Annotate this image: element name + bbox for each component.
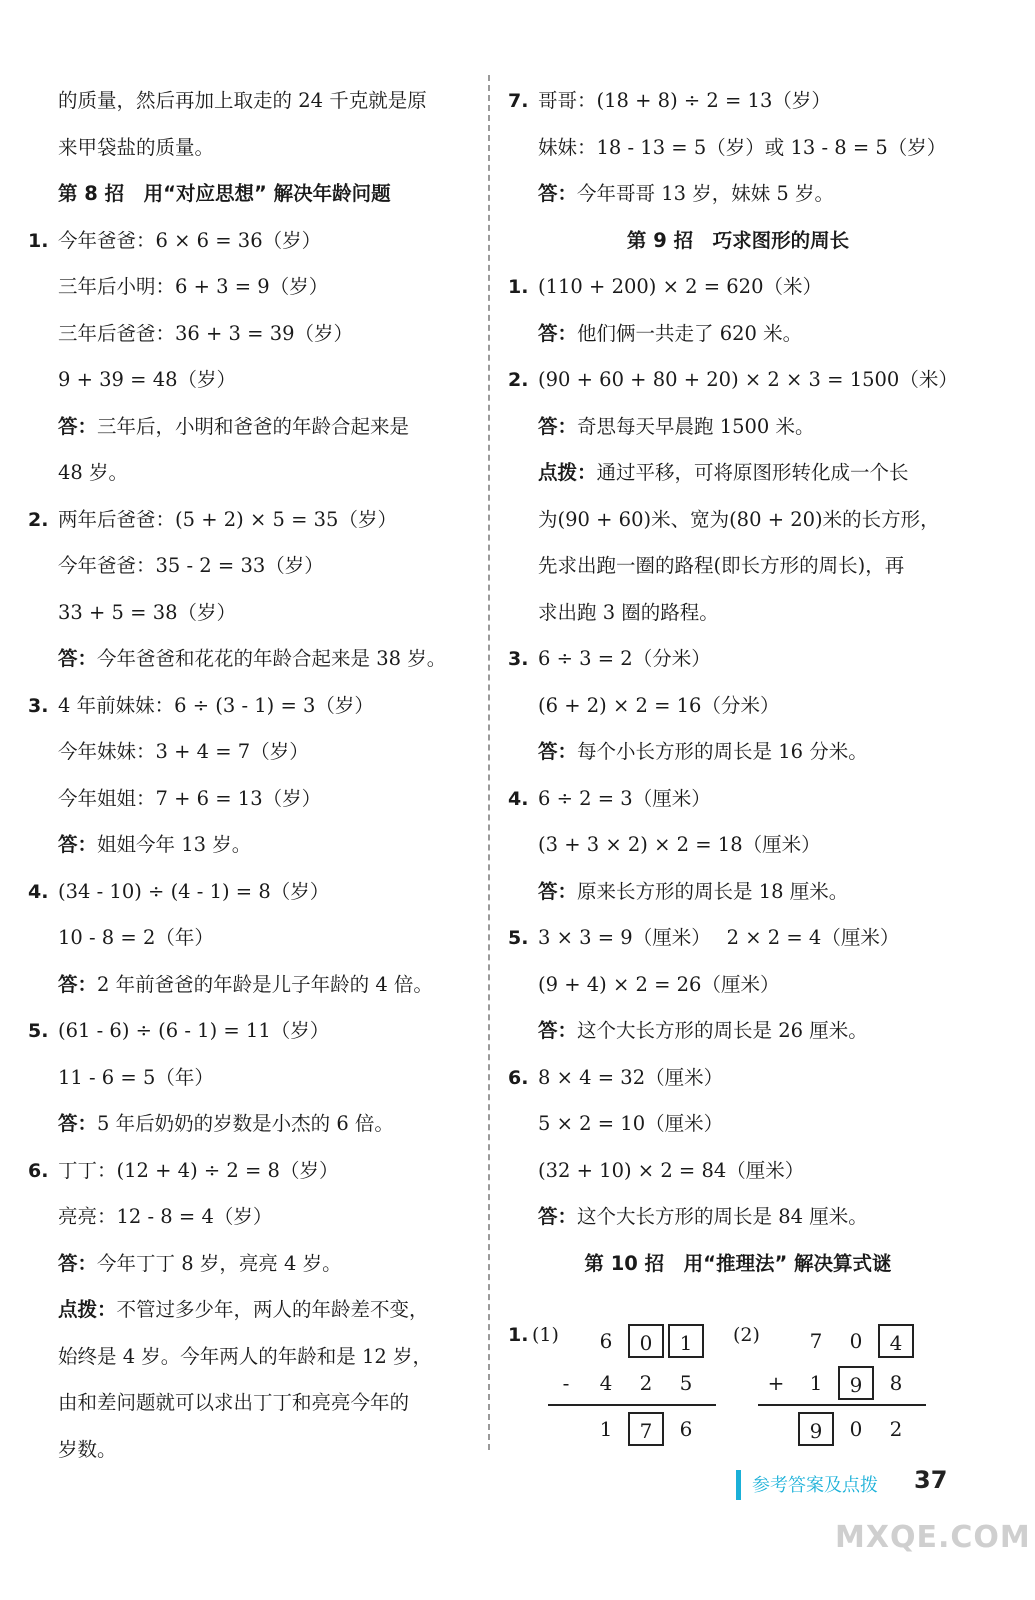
problem-5: [28, 1008, 478, 1148]
tip-text: 通过平移，可将原图形转化成一个长: [596, 461, 909, 484]
answer-text: 5 年后奶奶的岁数是小杰的 6 倍。: [97, 1112, 394, 1135]
problem-number: 4.: [28, 880, 49, 903]
digit: 2: [639, 1371, 653, 1395]
solution-line: 今年爸爸：35 - 2 = 33（岁）: [58, 554, 324, 577]
answer-label: 答：: [58, 972, 98, 996]
footer-section-title: 参考答案及点拨: [752, 1475, 878, 1496]
tip-text: 求出跑 3 圈的路程。: [538, 600, 719, 624]
solution-line: 今年爸爸：6 × 6 = 36（岁）: [58, 228, 322, 252]
digit: 0: [849, 1417, 863, 1441]
digit-box: 9: [838, 1366, 874, 1400]
answer-text: 今年爸爸和花花的年龄合起来是 38 岁。: [97, 647, 447, 670]
digit: 6: [599, 1329, 613, 1353]
solution-line: 三年后小明：6 + 3 = 9（岁）: [58, 275, 329, 298]
answer-text: 2 年前爸爸的年龄是儿子年龄的 4 倍。: [97, 972, 433, 996]
problem-number: 1.: [28, 229, 49, 252]
solution-line: 丁丁：(12 + 4) ÷ 2 = 8（岁）: [58, 1158, 339, 1182]
solution-line: 33 + 5 = 38（岁）: [58, 600, 237, 624]
solution-line: (32 + 10) × 2 = 84（厘米）: [538, 1158, 805, 1182]
answer-text: 三年后，小明和爸爸的年龄合起来是: [97, 414, 410, 438]
intro-line: 的质量，然后再加上取走的 24 千克就是原: [58, 89, 427, 112]
digit-box: 0: [628, 1324, 664, 1358]
solution-line: 今年姐姐：7 + 6 = 13（岁）: [58, 786, 322, 810]
solution-line: 3 × 3 = 9（厘米） 2 × 2 = 4（厘米）: [538, 926, 900, 949]
perimeter-problem-5: [508, 915, 968, 1055]
solution-line: 三年后爸爸：36 + 3 = 39（岁）: [58, 321, 354, 345]
perimeter-problem-2: [508, 357, 968, 636]
problem-4: [28, 869, 478, 1009]
section-heading-10: 第 10 招 用“推理法” 解决算式谜: [584, 1251, 892, 1275]
solution-line: 11 - 6 = 5（年）: [58, 1065, 214, 1089]
answer-text: 这个大长方形的周长是 26 厘米。: [577, 1019, 868, 1042]
section-heading-9: 第 9 招 巧求图形的周长: [626, 228, 850, 252]
perimeter-problem-1: [508, 264, 968, 357]
answer-label: 答：: [58, 1112, 98, 1135]
tip-label: 点拨：: [58, 1298, 117, 1321]
solution-line: 9 + 39 = 48（岁）: [58, 368, 237, 391]
subpart-label: (2): [733, 1324, 760, 1346]
answer-text: 今年哥哥 13 岁，妹妹 5 岁。: [577, 182, 835, 205]
problem-3: [28, 683, 478, 869]
solution-line: 6 ÷ 2 = 3（厘米）: [538, 786, 711, 810]
digit: 6: [679, 1417, 693, 1441]
digit-box: 1: [668, 1324, 704, 1358]
problem-number: 5.: [28, 1020, 49, 1042]
answer-text: 这个大长方形的周长是 84 厘米。: [577, 1205, 868, 1228]
problem-number: 3.: [28, 694, 49, 717]
digit-box: 9: [798, 1412, 834, 1446]
problem-number: 2.: [28, 508, 49, 531]
digit: 2: [889, 1417, 903, 1441]
operator-minus: -: [562, 1371, 570, 1395]
solution-line: (110 + 200) × 2 = 620（米）: [538, 275, 822, 298]
answer-label: 答：: [58, 833, 98, 856]
solution-line: (6 + 2) × 2 = 16（分米）: [538, 693, 780, 717]
digit: 0: [849, 1329, 863, 1353]
right-column: [508, 78, 968, 1287]
answer-text: 姐姐今年 13 岁。: [97, 833, 252, 856]
problem-2: [28, 497, 478, 683]
answer-label: 答：: [58, 414, 98, 438]
solution-line: 6 ÷ 3 = 2（分米）: [538, 647, 711, 670]
digit: 1: [809, 1371, 823, 1395]
page-number: 37: [914, 1466, 948, 1494]
solution-line: 亮亮：12 - 8 = 4（岁）: [58, 1205, 273, 1228]
column-divider: [488, 75, 490, 1450]
tip-text: 始终是 4 岁。今年两人的年龄和是 12 岁，: [58, 1344, 433, 1368]
answer-text: 奇思每天早晨跑 1500 米。: [577, 414, 815, 438]
solution-line: (3 + 3 × 2) × 2 = 18（厘米）: [538, 833, 821, 856]
left-column: [28, 78, 478, 1473]
perimeter-problem-6: [508, 1055, 968, 1241]
tip-text: 为(90 + 60)米、宽为(80 + 20)米的长方形，: [538, 507, 940, 531]
tip-text: 岁数。: [58, 1437, 117, 1461]
solution-line: 哥哥：(18 + 8) ÷ 2 = 13（岁）: [538, 89, 831, 112]
answer-label: 答：: [538, 414, 578, 438]
intro-line: 来甲袋盐的质量。: [58, 135, 215, 159]
problem-number: 3.: [508, 648, 529, 670]
solution-line: 10 - 8 = 2（年）: [58, 926, 214, 949]
problem-number: 6.: [28, 1159, 49, 1182]
answer-label: 答：: [58, 647, 98, 670]
solution-line: (90 + 60 + 80 + 20) × 2 × 3 = 1500（米）: [538, 368, 958, 391]
digit: 5: [679, 1371, 693, 1395]
perimeter-problem-3: [508, 636, 968, 776]
tip-label: 点拨：: [538, 461, 597, 484]
answer-text: 原来长方形的周长是 18 厘米。: [577, 879, 849, 903]
answer-text: 他们俩一共走了 620 米。: [577, 321, 803, 345]
answer-label: 答：: [538, 1019, 578, 1042]
solution-line: (34 - 10) ÷ (4 - 1) = 8（岁）: [58, 879, 330, 903]
sum-rule: [758, 1404, 926, 1406]
solution-line: (9 + 4) × 2 = 26（厘米）: [538, 972, 780, 996]
solution-line: 妹妹：18 - 13 = 5（岁）或 13 - 8 = 5（岁）: [538, 135, 947, 159]
problem-number: 4.: [508, 787, 529, 810]
answer-text: 今年丁丁 8 岁，亮亮 4 岁。: [97, 1251, 342, 1275]
solution-line: 两年后爸爸：(5 + 2) × 5 = 35（岁）: [58, 507, 397, 531]
problem-number: 7.: [508, 90, 529, 112]
sum-rule: [548, 1404, 716, 1406]
digit-box: 7: [628, 1412, 664, 1446]
answer-text: 48 岁。: [58, 461, 129, 484]
problem-number: 1.: [508, 1324, 529, 1346]
problem-6: [28, 1148, 478, 1474]
answer-label: 答：: [538, 1205, 578, 1228]
answer-label: 答：: [538, 879, 578, 903]
solution-line: (61 - 6) ÷ (6 - 1) = 11（岁）: [58, 1019, 330, 1042]
problem-number: 2.: [508, 369, 529, 391]
digit: 4: [599, 1371, 613, 1395]
solution-line: 4 年前妹妹：6 ÷ (3 - 1) = 3（岁）: [58, 693, 374, 717]
digit: 8: [889, 1371, 903, 1395]
solution-line: 今年妹妹：3 + 4 = 7（岁）: [58, 740, 309, 763]
solution-line: 8 × 4 = 32（厘米）: [538, 1065, 724, 1089]
section-heading-8: 第 8 招 用“对应思想” 解决年龄问题: [58, 182, 391, 205]
perimeter-problem-4: [508, 776, 968, 916]
subpart-label: (1): [532, 1324, 559, 1346]
answer-label: 答：: [538, 321, 578, 345]
solution-line: 5 × 2 = 10（厘米）: [538, 1112, 724, 1135]
tip-text: 先求出跑一圈的路程(即长方形的周长)，再: [538, 554, 905, 577]
watermark: MXQE.COM: [835, 1520, 1031, 1555]
problem-7: [508, 78, 968, 218]
digit: 1: [599, 1417, 613, 1441]
answer-label: 答：: [538, 740, 578, 763]
digit: 7: [809, 1329, 823, 1353]
problem-number: 6.: [508, 1066, 529, 1089]
tip-text: 由和差问题就可以求出丁丁和亮亮今年的: [58, 1391, 410, 1414]
problem-1: [28, 218, 478, 497]
problem-number: 5.: [508, 927, 529, 949]
answer-label: 答：: [58, 1251, 98, 1275]
answer-label: 答：: [538, 182, 578, 205]
problem-number: 1.: [508, 276, 529, 298]
answer-text: 每个小长方形的周长是 16 分米。: [577, 740, 868, 763]
operator-plus: +: [767, 1371, 785, 1395]
footer-accent-bar: [736, 1470, 741, 1500]
tip-text: 不管过多少年，两人的年龄差不变，: [116, 1298, 429, 1321]
digit-box: 4: [878, 1324, 914, 1358]
arithmetic-puzzle: [508, 1320, 938, 1450]
